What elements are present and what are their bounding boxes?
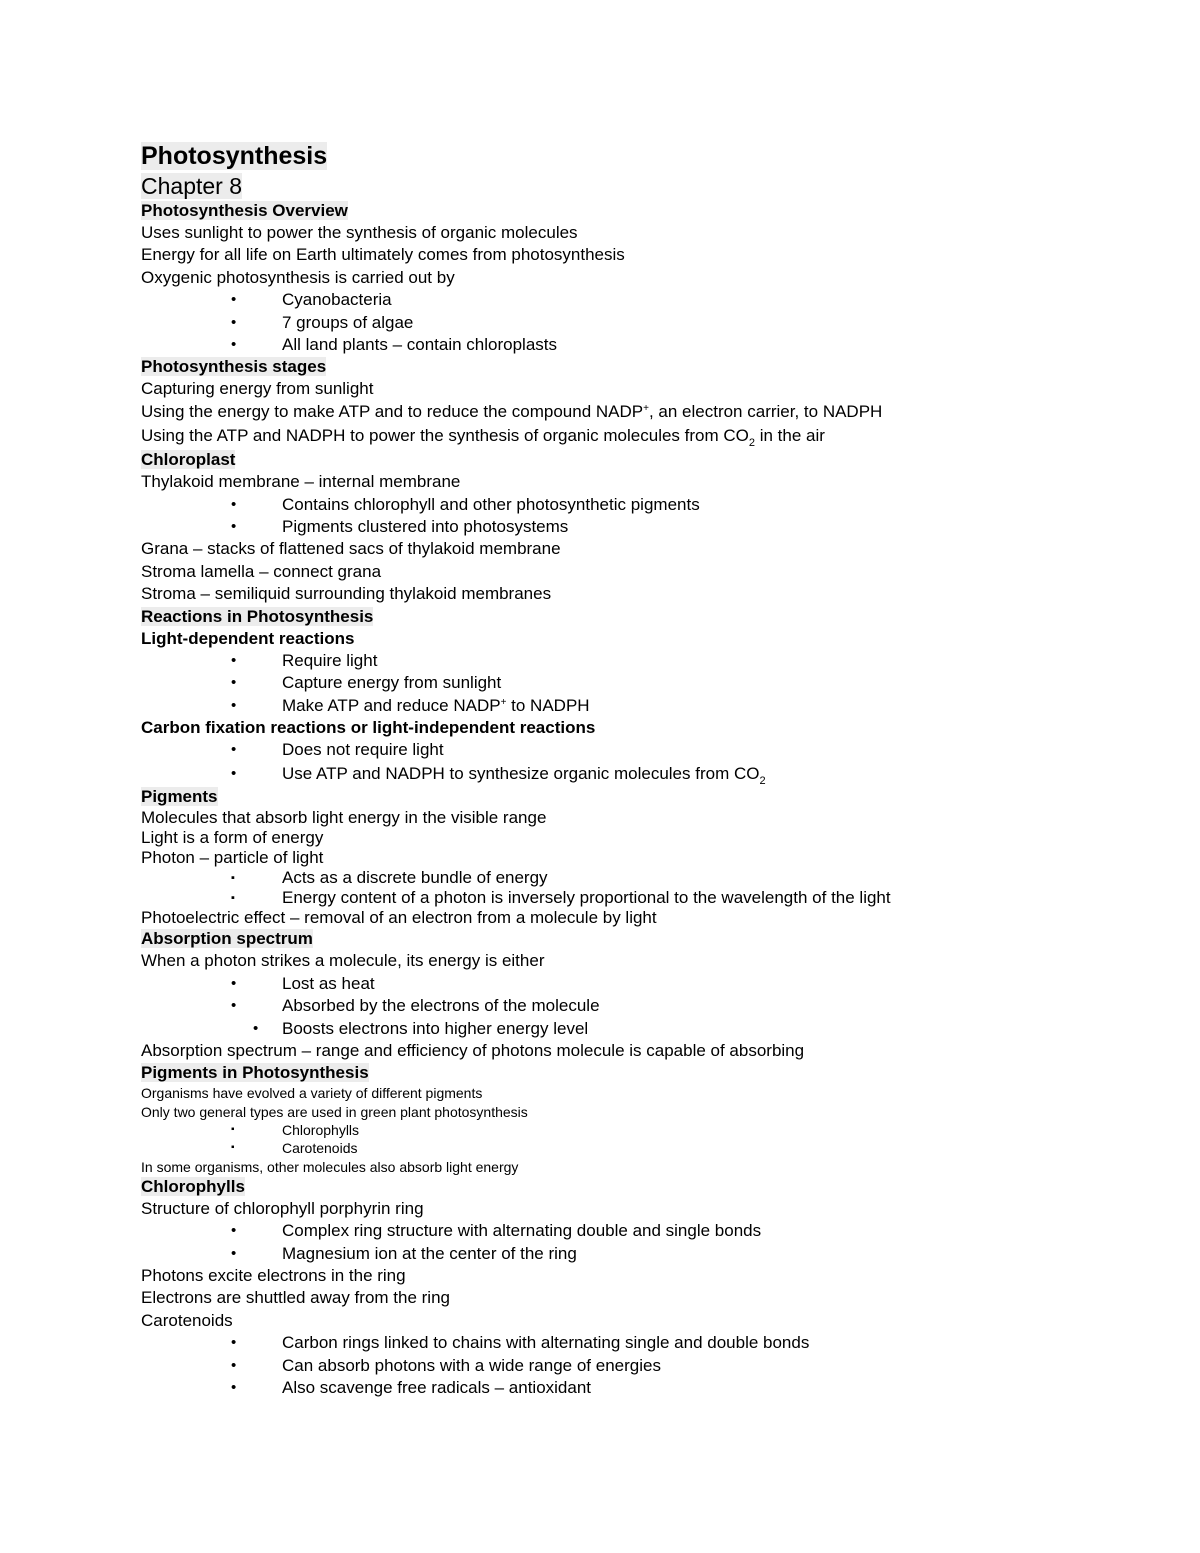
paragraph: Light is a form of energy: [141, 828, 324, 848]
bullet-item: • All land plants – contain chloroplasts: [141, 334, 1141, 356]
subsection-heading: Carbon fixation reactions or light-independent reactions: [141, 717, 596, 737]
paragraph: Oxygenic photosynthesis is carried out by: [141, 267, 455, 287]
bullet-item: • Use ATP and NADPH to synthesize organic molecules from $CO_2$: [141, 761, 1141, 786]
bullet-item: • Pigments clustered into photosystems: [141, 516, 1141, 538]
paragraph: Grana – stacks of flattened sacs of thylakoid membrane: [141, 539, 561, 559]
bullet-item: ▪ Energy content of a photon is inversely proportional to the wavelength of the light: [141, 888, 1141, 908]
paragraph: Thylakoid membrane – internal membrane: [141, 472, 461, 492]
bullet-item: • Complex ring structure with alternating double and single bonds: [141, 1220, 1141, 1242]
paragraph: When a photon strikes a molecule, its energy is either: [141, 951, 545, 971]
bullet-item: • Carbon rings linked to chains with alternating single and double bonds: [141, 1332, 1141, 1354]
paragraph: Carotenoids: [141, 1310, 233, 1330]
subsection-heading: Light-dependent reactions: [141, 628, 355, 648]
section-heading: Chloroplast: [141, 450, 236, 470]
bullet-item: • Magnesium ion at the center of the ring: [141, 1243, 1141, 1265]
section-heading: Photosynthesis stages: [141, 357, 327, 377]
paragraph: Using the energy to make ATP and to reduce the compound NADP+, an electron carrier, to NADPH: [141, 401, 883, 421]
bullet-item: • Capture energy from sunlight: [141, 672, 1141, 694]
bullet-item: • Can absorb photons with a wide range of energies: [141, 1355, 1141, 1377]
section-heading: Pigments: [141, 787, 218, 807]
paragraph: Only two general types are used in green plant photosynthesis: [141, 1103, 528, 1120]
bullet-item: ▪ Chlorophylls: [141, 1121, 1141, 1139]
paragraph: Structure of chlorophyll porphyrin ring: [141, 1198, 424, 1218]
section-heading: Absorption spectrum: [141, 929, 313, 949]
paragraph: Photoelectric effect – removal of an electron from a molecule by light: [141, 908, 657, 928]
paragraph: Organisms have evolved a variety of different pigments: [141, 1085, 483, 1102]
bullet-item: • Cyanobacteria: [141, 289, 1141, 311]
bullet-item: • Also scavenge free radicals – antioxidant: [141, 1377, 1141, 1399]
paragraph: Energy for all life on Earth ultimately comes from photosynthesis: [141, 245, 625, 265]
paragraph: Stroma – semiliquid surrounding thylakoid membranes: [141, 584, 552, 604]
paragraph: Photons excite electrons in the ring: [141, 1266, 406, 1286]
paragraph: Capturing energy from sunlight: [141, 379, 374, 399]
paragraph: In some organisms, other molecules also absorb light energy: [141, 1158, 519, 1175]
section-heading: Photosynthesis Overview: [141, 201, 348, 220]
paragraph: Uses sunlight to power the synthesis of organic molecules: [141, 223, 578, 242]
bullet-item: • Require light: [141, 650, 1141, 672]
section-heading: Chlorophylls: [141, 1176, 245, 1196]
bullet-item: ▪ Carotenoids: [141, 1139, 1141, 1157]
bullet-item: • 7 groups of algae: [141, 312, 1141, 334]
paragraph: Stroma lamella – connect grana: [141, 561, 382, 581]
paragraph: Absorption spectrum – range and efficiency of photons molecule is capable of absorbing: [141, 1040, 805, 1060]
bullet-item: • Lost as heat: [141, 973, 1141, 995]
paragraph: Electrons are shuttled away from the ring: [141, 1288, 450, 1308]
section-heading: Pigments in Photosynthesis: [141, 1063, 369, 1083]
bullet-item: • Does not require light: [141, 739, 1141, 761]
paragraph: Molecules that absorb light energy in the visible range: [141, 808, 547, 828]
chapter-label: Chapter 8: [141, 173, 243, 199]
paragraph: Using the ATP and NADPH to power the synthesis of organic molecules from $CO_2$ in the air: [141, 426, 825, 450]
section-heading: Reactions in Photosynthesis: [141, 606, 374, 626]
document-body: [141, 140, 1141, 1399]
paragraph: Photon – particle of light: [141, 848, 324, 868]
bullet-item: ▪ Acts as a discrete bundle of energy: [141, 868, 1141, 888]
bullet-item: • Contains chlorophyll and other photosynthetic pigments: [141, 494, 1141, 516]
bullet-item: • Boosts electrons into higher energy level: [141, 1018, 1141, 1040]
bullet-item: • Make ATP and reduce NADP+ to NADPH: [141, 695, 1141, 717]
document-title: Photosynthesis: [141, 142, 328, 170]
bullet-item: • Absorbed by the electrons of the molecule: [141, 995, 1141, 1017]
